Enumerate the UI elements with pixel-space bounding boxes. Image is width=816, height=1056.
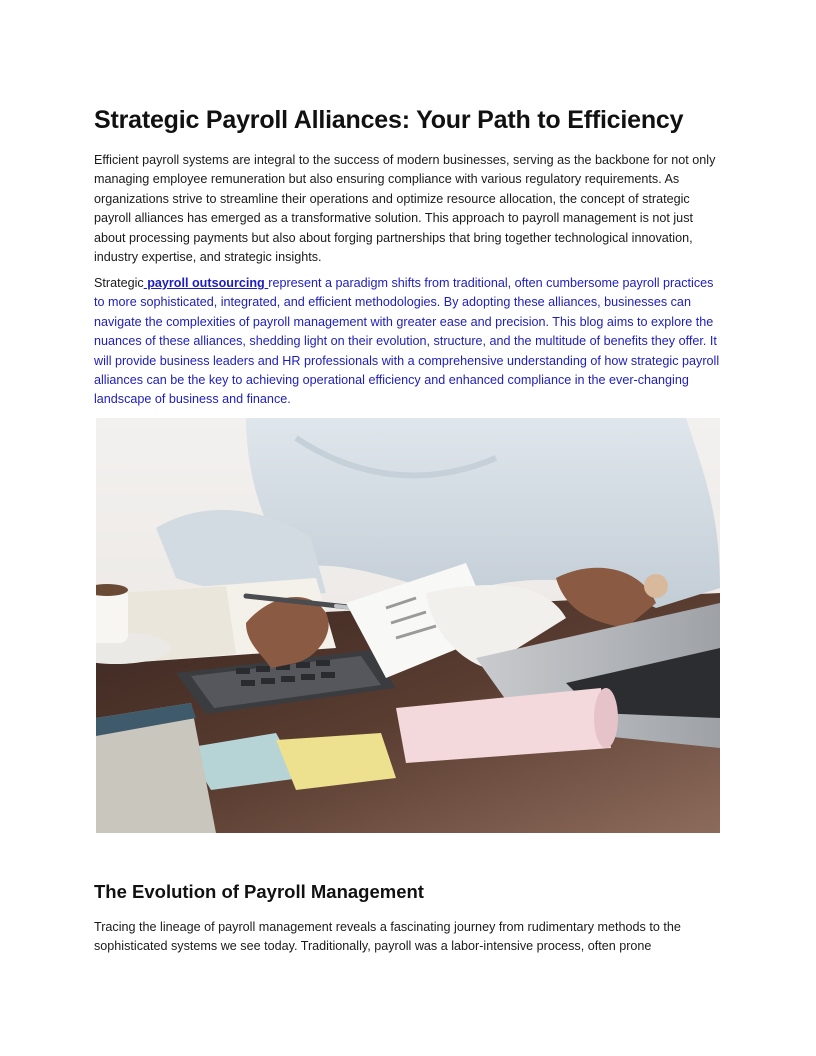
paragraph-lead-word: Strategic (94, 276, 144, 290)
outsourcing-paragraph (94, 274, 720, 410)
document-title: Strategic Payroll Alliances: Your Path to Efficiency (94, 106, 684, 134)
intro-paragraph: Efficient payroll systems are integral to the success of modern businesses, serving as the backbone for not only managing employee remuneration but also ensuring compliance with various regulatory requirements. As organizations strive to streamline their operations and optimize resource allocation, the concept of strategic payroll alliances has emerged as a transformative solution. This approach to payroll management is not just about processing payments but also about forging partnerships that bring together technological innovation, industry expertise, and strategic insights. (94, 153, 716, 265)
calculator-desk-photo (96, 418, 720, 833)
paragraph-body-text: represent a paradigm shifts from traditional, often cumbersome payroll practices to more sophisticated, integrated, and efficient methodologies. By adopting these alliances, businesses can navigate the complexities of payroll management with greater ease and precision. This blog aims to explore the nuances of these alliances, shedding light on their evolution, structure, and the multitude of benefits they offer. It will provide business leaders and HR professionals with a comprehensive understanding of how strategic payroll alliances can be the key to achieving operational efficiency and enhanced compliance in the ever-changing landscape of business and finance. (94, 276, 720, 407)
section-heading: The Evolution of Payroll Management (94, 881, 424, 902)
payroll-outsourcing-link[interactable]: payroll outsourcing (143, 276, 269, 290)
section-paragraph: Tracing the lineage of payroll management reveals a fascinating journey from rudimentary methods to the sophisticated systems we see today. Traditionally, payroll was a labor-intensive process, often prone (94, 920, 681, 954)
